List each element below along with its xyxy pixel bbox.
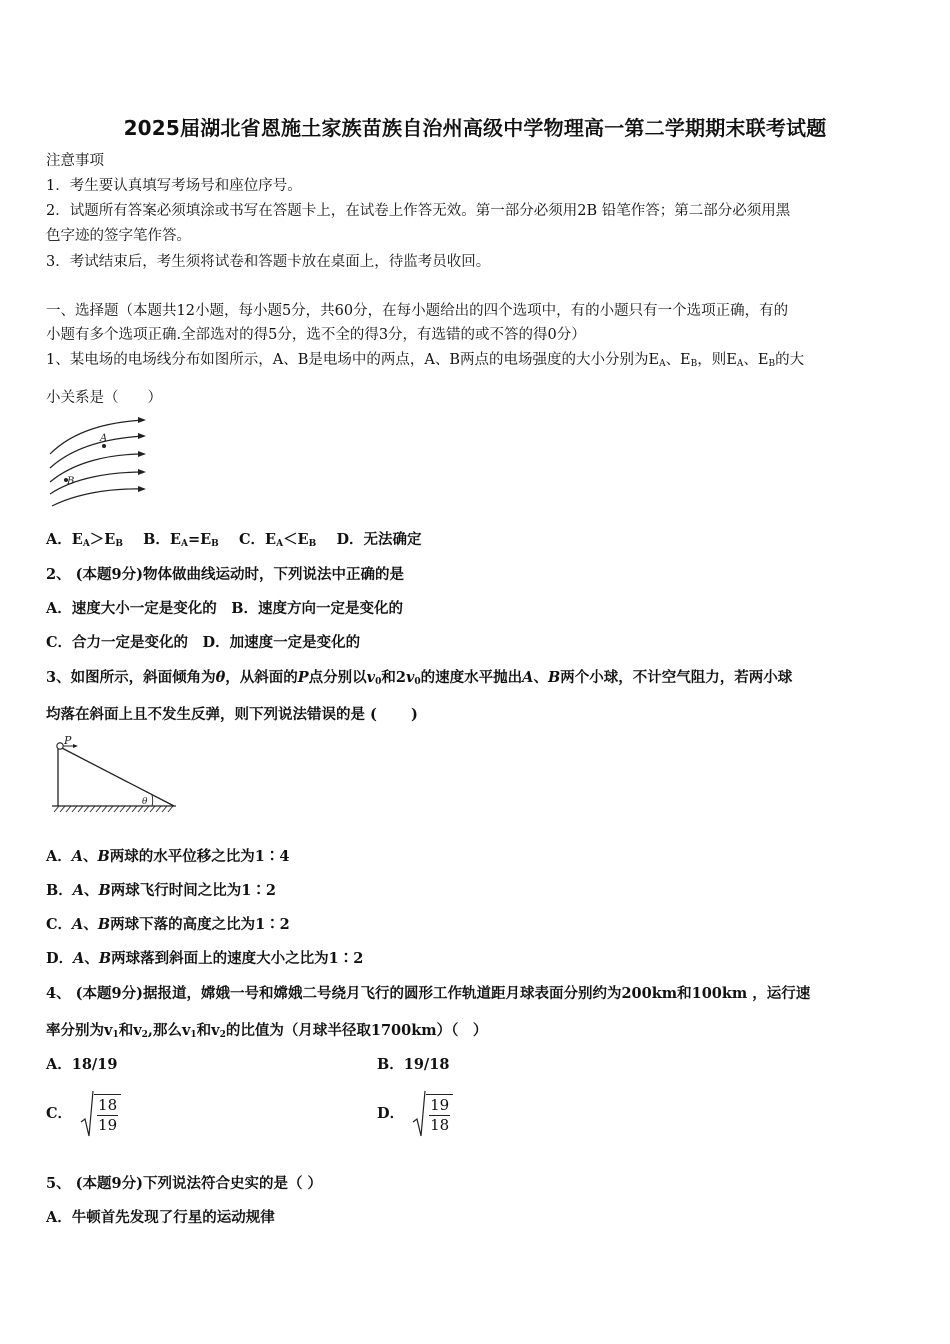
q3-opt-sep: 、 [83,848,98,865]
q1-sub: B [308,539,317,549]
label-b: B [67,476,75,487]
q3-opt-b-var: B [97,916,111,933]
q1-opt-b: B．E [143,531,181,548]
q3-opt-letter: B． [46,882,73,899]
q3-sub: 0 [414,677,421,687]
q3-opt-letter: C． [46,916,73,933]
q4-stem-line1: 4、 (本题9分)据报道，嫦娥一号和嫦娥二号绕月飞行的圆形工作轨道距月球表面分别约为200km和100km ，运行速 [46,985,811,1002]
q3-opt-text: 两球下落的高度之比为1∶2 [110,916,290,933]
page-title: 2025届湖北省恩施土家族苗族自治州高级中学物理高一第二学期期末联考试题 [123,116,827,140]
q3-opt-a-var: A [72,916,84,933]
q4-opt-c-label: C． [46,1105,73,1122]
label-p: P [64,734,72,747]
q3-text: 3、如图所示，斜面倾角为 [46,669,216,686]
incline-figure [48,734,180,816]
q3-a: A [522,669,534,686]
q4-stem-line2 [46,1021,487,1041]
q4-text: 和v [118,1022,142,1039]
sqrt-symbol [412,1090,453,1138]
q5-stem: 5、 (本题9分)下列说法符合史实的是（ ） [46,1175,322,1192]
q3-opt-a-var: A [72,882,85,899]
q3-sub: 0 [375,677,382,687]
q4-opt-d-label: D． [377,1105,405,1122]
q2-options-ab: A．速度大小一定是变化的 B．速度方向一定是变化的 [46,600,404,617]
q3-theta: θ [215,669,226,686]
label-a: A [100,433,108,444]
q3-opt-text: 两球飞行时间之比为1∶2 [110,882,276,899]
q3-text: 的速度水平抛出 [420,669,523,686]
q4-sub: 1 [112,1030,119,1040]
fraction-numerator: 18 [98,1095,118,1114]
q1-opt-d: D．无法确定 [336,531,422,548]
q2-options-cd: C．合力一定是变化的 D．加速度一定是变化的 [46,634,361,651]
q3-text: 和2 [381,669,406,686]
sqrt-symbol [80,1090,121,1138]
q3-opt-a-var: A [71,848,84,865]
q1-text: ＞E [89,531,116,548]
q1-sub: B [768,359,776,369]
q3-b: B [547,669,561,686]
label-theta: θ [142,797,148,807]
q1-sub: A [659,359,666,369]
q4-option-c [46,1090,121,1138]
q3-opt-text: 两球的水平位移之比为1∶4 [109,848,290,865]
q4-option-b: B．19/18 [377,1056,450,1073]
q4-text: 和v [196,1022,220,1039]
q3-option-c [46,915,290,935]
q5-option-a: A．牛顿首先发现了行星的运动规律 [46,1209,275,1226]
q3-v: v [405,669,415,686]
fraction-numerator: 19 [430,1095,450,1114]
q3-option-a [46,847,289,867]
q3-text: ，从斜面的 [225,669,298,686]
q4-sub: 2 [141,1030,148,1040]
fraction-denominator: 18 [430,1115,450,1134]
fraction-denominator: 19 [98,1115,118,1134]
q1-text: =E [187,531,212,548]
q1-sub: A [82,539,90,549]
notice-item-3: 3．考试结束后，考生须将试卷和答题卡放在桌面上，待监考员收回。 [46,254,491,270]
q1-opt-a: A．E [46,531,83,548]
q4-sub: 1 [190,1030,197,1040]
q3-opt-sep: 、 [84,882,99,899]
q3-opt-sep: 、 [84,950,99,967]
q3-text: 两个小球，不计空气阻力，若两小球 [560,669,793,686]
q1-text-a: 1、某电场的电场线分布如图所示，A、B是电场中的两点，A、B两点的电场强度的大小分别为E [46,352,660,368]
q3-text: 点分别以 [308,669,367,686]
q1-options [46,530,422,550]
notice-item-1: 1．考生要认真填写考场号和座位序号。 [46,178,302,194]
q1-text: 、E [743,352,769,368]
q3-option-d [46,949,363,969]
q4-text: 的比值为（月球半径取1700km）（ ） [225,1022,488,1039]
q4-text: 率分别为v [46,1022,113,1039]
section-heading-line2: 小题有多个选项正确.全部选对的得5分，选不全的得3分，有选错的或不答的得0分） [46,327,586,343]
q1-opt-c: C．E [238,531,277,548]
notice-heading: 注意事项 [46,153,104,169]
q3-p: P [297,669,309,686]
q3-opt-sep: 、 [83,916,98,933]
q3-opt-text: 两球落到斜面上的速度大小之比为1∶2 [111,950,364,967]
q3-stem-line1 [46,668,792,688]
q3-opt-b-var: B [98,882,111,899]
q3-option-b [46,881,276,901]
q1-text: ，则E [697,352,737,368]
q1-sub: B [115,539,123,549]
notice-item-2: 2．试题所有答案必须填涂或书写在答题卡上，在试卷上作答无效。第一部分必须用2B 铅笔作答；第二部分必须用黑 [46,203,791,219]
q3-opt-a-var: A [73,950,85,967]
q4-sub: 2 [219,1030,226,1040]
q3-opt-letter: A． [46,848,72,865]
q3-text: 、 [533,669,548,686]
q3-v: v [366,669,376,686]
section-heading-line1: 一、选择题（本题共12小题，每小题5分，共60分，在每小题给出的四个选项中，有的小题只有一个选项正确，有的 [46,303,789,319]
q1-text: 、E [665,352,691,368]
q3-opt-b-var: B [98,950,112,967]
q1-sub: A [276,539,284,549]
q2-stem: 2、 (本题9分)物体做曲线运动时，下列说法中正确的是 [46,566,404,583]
q1-sub: B [211,539,219,549]
q1-stem-line1 [46,350,804,370]
q4-option-d [377,1090,453,1138]
notice-item-2-cont: 色字迹的签字笔作答。 [46,228,191,244]
q1-text: 的大 [775,352,805,368]
q3-opt-letter: D． [46,950,74,967]
q1-text: ＜E [283,531,309,548]
q4-text: ,那么v [147,1022,191,1039]
q1-sub: B [690,359,698,369]
electric-field-figure [44,414,154,510]
q4-option-a: A．18/19 [46,1056,118,1073]
q3-stem-line2: 均落在斜面上且不发生反弹，则下列说法错误的是 ( ) [46,706,418,723]
q1-sub: A [736,359,744,369]
q1-sub: A [180,539,188,549]
q1-stem-line2: 小关系是（ ） [46,390,162,406]
q3-opt-b-var: B [97,848,110,865]
